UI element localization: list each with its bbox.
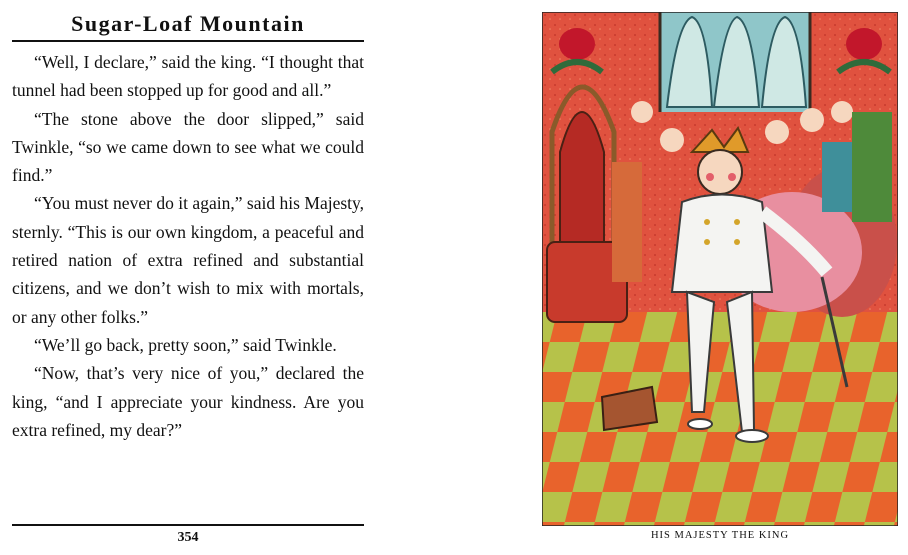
king-illustration — [542, 12, 898, 526]
left-page — [12, 8, 364, 548]
gothic-windows — [660, 12, 810, 112]
paragraph: “The stone above the door slipped,” said Twinkle, “so we came down to see what we could find.” — [12, 108, 364, 186]
page-heading: Sugar-Loaf Mountain — [71, 11, 305, 36]
paragraph: “Now, that’s very nice of you,” declared the king, “and I appreciate your kindness. Are you extra refined, my dear?” — [12, 363, 364, 440]
page-number: 354 — [177, 530, 199, 545]
paragraph: “We’ll go back, pretty soon,” said Twinkle. — [34, 334, 337, 355]
paragraph: “You must never do it again,” said his Majesty, sternly. “This is our own kingdom, a peaceful and retired nation of extra refined and substantial citizens, and we don’t wish to mix with mortals, or any other folks.” — [12, 193, 364, 327]
illustration-caption: HIS MAJESTY THE KING — [650, 530, 790, 541]
paragraph: “Well, I declare,” said the king. “I thought that tunnel had been stopped up for good and all.” — [12, 52, 364, 101]
checkered-floor — [542, 312, 898, 526]
footer-rule — [12, 524, 364, 526]
body-text — [12, 48, 364, 444]
heading-rule — [12, 40, 364, 42]
